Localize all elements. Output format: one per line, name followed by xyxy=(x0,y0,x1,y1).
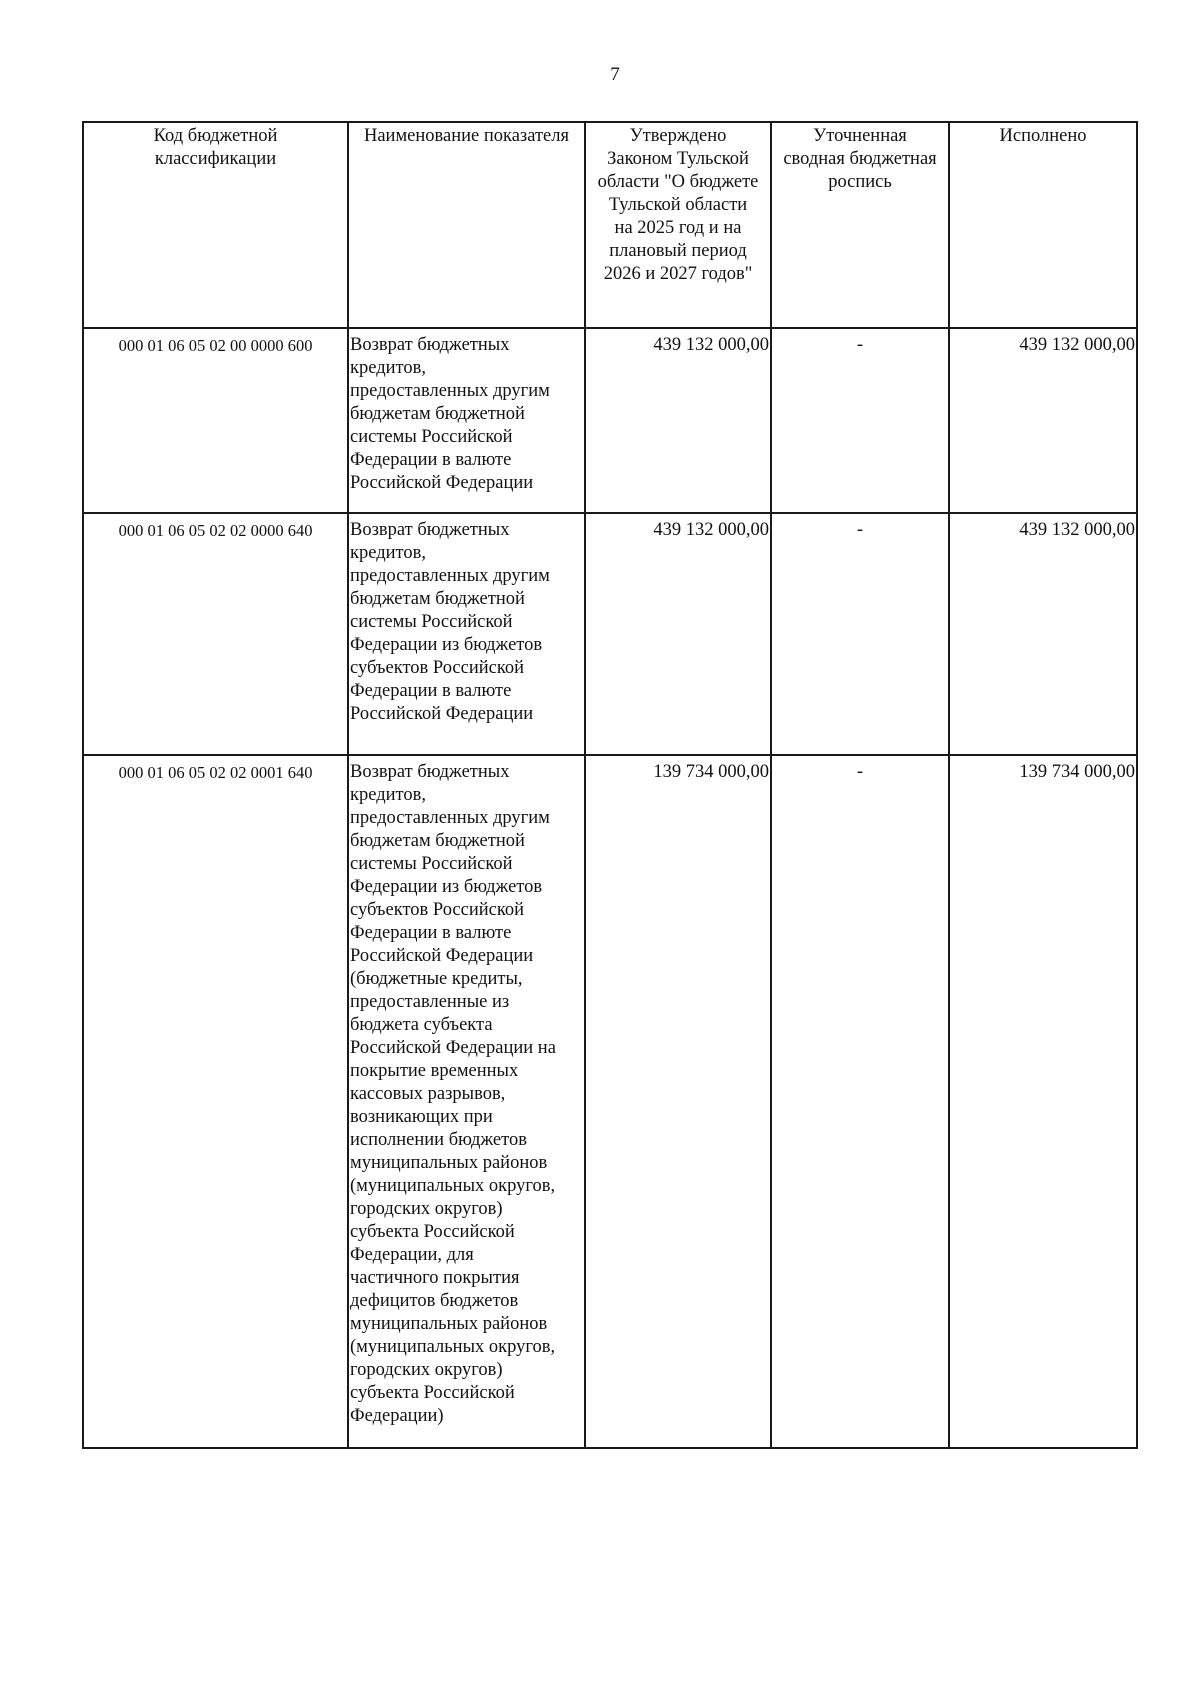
budget-table xyxy=(82,121,1138,1449)
text-line: Российской Федерации xyxy=(350,704,534,724)
row-name xyxy=(348,755,585,1448)
text-line: плановый период xyxy=(609,241,747,261)
row-name xyxy=(348,328,585,513)
text-line: возникающих при xyxy=(350,1107,493,1127)
text-line: бюджетам бюджетной xyxy=(350,404,525,424)
text-line: предоставленных другим xyxy=(350,381,550,401)
text-line: предоставленных другим xyxy=(350,808,550,828)
text-line: Федерации в валюте xyxy=(350,450,512,470)
text-line: бюджетам бюджетной xyxy=(350,831,525,851)
text-line: субъекта Российской xyxy=(350,1383,515,1403)
text-line: (муниципальных округов, xyxy=(350,1176,556,1196)
text-line: Федерации в валюте xyxy=(350,923,512,943)
text-line: системы Российской xyxy=(350,427,513,447)
text-line: субъектов Российской xyxy=(350,658,525,678)
text-line: Наименование показателя xyxy=(363,126,570,146)
text-line: области "О бюджете xyxy=(597,172,759,192)
text-line: Законом Тульской xyxy=(607,149,749,169)
table-header-row xyxy=(83,122,1137,328)
text-line: кредитов, xyxy=(350,785,426,805)
table-row xyxy=(83,513,1137,755)
row-code: 000 01 06 05 02 02 0001 640 xyxy=(83,755,348,1448)
text-line: Российской Федерации xyxy=(350,473,534,493)
text-line: кассовых разрывов, xyxy=(350,1084,506,1104)
text-line: покрытие временных xyxy=(350,1061,519,1081)
text-line: Федерации в валюте xyxy=(350,681,512,701)
text-line: Возврат бюджетных xyxy=(350,762,510,782)
header-approved xyxy=(585,122,771,328)
row-approved: 439 132 000,00 xyxy=(585,328,771,513)
text-line: 2026 и 2027 годов" xyxy=(603,264,753,284)
page-number: 7 xyxy=(610,64,620,85)
text-line: Уточненная xyxy=(813,126,907,146)
text-line: субъектов Российской xyxy=(350,900,525,920)
row-executed: 139 734 000,00 xyxy=(949,755,1137,1448)
text-line: на 2025 год и на xyxy=(614,218,742,238)
text-line: Федерации, для xyxy=(350,1245,474,1265)
text-line: дефицитов бюджетов xyxy=(350,1291,519,1311)
text-line: Тульской области xyxy=(608,195,748,215)
text-line: системы Российской xyxy=(350,612,513,632)
text-line: кредитов, xyxy=(350,543,426,563)
header-revised xyxy=(771,122,949,328)
text-line: бюджета субъекта xyxy=(350,1015,493,1035)
text-line: Федерации из бюджетов xyxy=(350,635,543,655)
text-line: кредитов, xyxy=(350,358,426,378)
row-revised: - xyxy=(771,328,949,513)
row-code: 000 01 06 05 02 02 0000 640 xyxy=(83,513,348,755)
row-approved: 139 734 000,00 xyxy=(585,755,771,1448)
text-line: городских округов) xyxy=(350,1199,503,1219)
text-line: классификации xyxy=(154,149,277,169)
text-line: Возврат бюджетных xyxy=(350,335,510,355)
text-line: предоставленные из xyxy=(350,992,510,1012)
table-row xyxy=(83,755,1137,1448)
text-line: муниципальных районов xyxy=(350,1153,548,1173)
text-line: (муниципальных округов, xyxy=(350,1337,556,1357)
text-line: Возврат бюджетных xyxy=(350,520,510,540)
table-row xyxy=(83,328,1137,513)
text-line: Федерации из бюджетов xyxy=(350,877,543,897)
row-executed: 439 132 000,00 xyxy=(949,328,1137,513)
text-line: частичного покрытия xyxy=(350,1268,520,1288)
text-line: (бюджетные кредиты, xyxy=(350,969,523,989)
row-revised: - xyxy=(771,755,949,1448)
text-line: Код бюджетной xyxy=(153,126,278,146)
text-line: Утверждено xyxy=(629,126,727,146)
text-line: системы Российской xyxy=(350,854,513,874)
text-line: муниципальных районов xyxy=(350,1314,548,1334)
header-code xyxy=(83,122,348,328)
header-name xyxy=(348,122,585,328)
text-line: Исполнено xyxy=(999,126,1087,146)
row-approved: 439 132 000,00 xyxy=(585,513,771,755)
text-line: Российской Федерации xyxy=(350,946,534,966)
text-line: бюджетам бюджетной xyxy=(350,589,525,609)
text-line: Российской Федерации на xyxy=(350,1038,556,1058)
text-line: субъекта Российской xyxy=(350,1222,515,1242)
row-executed: 439 132 000,00 xyxy=(949,513,1137,755)
row-code: 000 01 06 05 02 00 0000 600 xyxy=(83,328,348,513)
text-line: сводная бюджетная xyxy=(783,149,937,169)
row-revised: - xyxy=(771,513,949,755)
header-executed xyxy=(949,122,1137,328)
text-line: Федерации) xyxy=(350,1406,444,1426)
text-line: роспись xyxy=(828,172,892,192)
row-name xyxy=(348,513,585,755)
text-line: предоставленных другим xyxy=(350,566,550,586)
text-line: исполнении бюджетов xyxy=(350,1130,527,1150)
text-line: городских округов) xyxy=(350,1360,503,1380)
